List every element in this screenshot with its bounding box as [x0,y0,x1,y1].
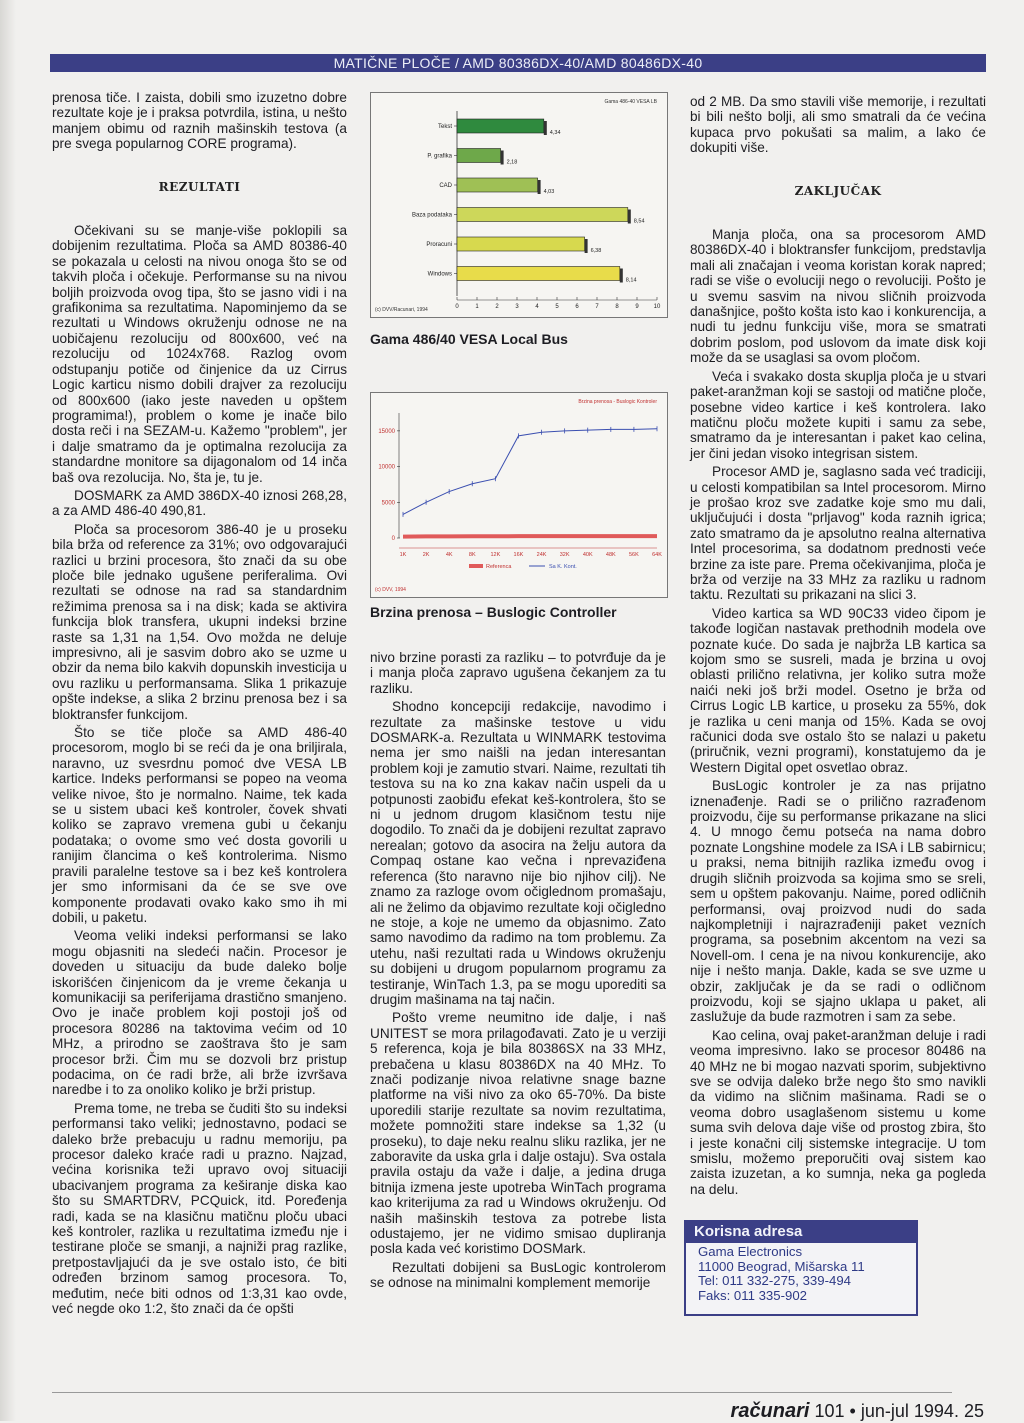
bar [457,178,538,192]
chart-title: Brzina prenosa - Buslogic Kontroler [578,399,657,405]
chart-credit: (c) DVV, 1994 [375,587,406,593]
contact-lines [686,1243,916,1305]
category-label: CAD [439,183,452,189]
y-tick-label: 15000 [378,429,395,435]
x-tick-label: 2 [495,304,499,310]
data-label: 4,34 [550,130,561,136]
bar [457,149,501,163]
y-tick-label: 5000 [382,500,396,506]
bar-shadow [501,151,504,165]
contact-box [684,1220,918,1316]
paragraph: Video kartica sa WD 90C33 video čipom je takođe logičan nastavak prethodnih modela ove poznate kuće. Do sada je najbrža LB kartica sa kojom smo se susreli, mada je brzina u ovoj oblasti prilično relativna, jer koliko sutra može naići neki još brži model. Osetno je brža od Cirrus Logic LB kartice, u proseku za 55%, dok je razlika u ceni manja od 15%. Kada se ovoj računici doda sve ostalo što se nalazi u paketu (priručnik, vezni programi), konstatujemo da je Western Digital opet osvetlao obraz. [690,606,986,775]
contact-phone: Tel: 011 332-275, 339-494 [698,1274,904,1289]
paragraph: od 2 MB. Da smo stavili više memorije, i rezultati bi bili nešto bolji, ali smo smatrali da će većina kupaca prvo pokušati sa malim, a lako će dokupiti više. [690,94,986,156]
bar-shadow [544,121,547,135]
footer-bullet: • [850,1401,856,1421]
bar-shadow [620,269,623,283]
bar-shadow [585,239,588,253]
bar [457,267,620,281]
figure-line-chart [370,392,668,598]
line-chart-svg [371,393,667,597]
x-tick-label: 4 [535,304,539,310]
x-tick-label: 12K [490,552,500,558]
bar [457,237,585,251]
x-tick-label: 32K [560,552,570,558]
x-tick-label: 8 [615,304,619,310]
page-number: 25 [964,1401,984,1421]
issue-date: jun-jul 1994. [861,1401,959,1421]
contact-title: Korisna adresa [686,1222,916,1243]
figure-bar-chart [370,92,668,318]
x-tick-label: 48K [606,552,616,558]
data-label: 4,03 [544,189,555,195]
paragraph: DOSMARK za AMD 386DX-40 iznosi 268,28, a za AMD 486-40 490,81. [52,488,347,519]
x-tick-label: 10 [654,304,661,310]
legend-swatch [469,564,483,568]
x-tick-label: 16K [514,552,524,558]
x-tick-label: 6 [575,304,579,310]
bar-shadow [538,180,541,194]
section-heading-rezultati: REZULTATI [52,180,347,195]
x-tick-label: 56K [629,552,639,558]
magazine-name: računari [731,1400,810,1422]
running-header: MATIČNE PLOČE / AMD 80386DX-40/AMD 80486DX-40 [50,54,986,72]
series-line [403,429,657,515]
x-tick-label: 1 [475,304,479,310]
text-column-2 [370,650,666,1294]
x-tick-label: 24K [537,552,547,558]
contact-address: 11000 Beograd, Mišarska 11 [698,1260,904,1275]
bar-shadow [628,210,631,224]
paragraph: Prema tome, ne treba se čuditi što su indeksi performansi tako veliki; jednostavno, podaci se daleko brže prebacuju u radnu memoriju, pa procesor daleko kraće radi u prazno. Najzad, većina korisnika teži upravo ovoj situaciji ubacivanjem programa za keširanje diska kao što su SMARTDRV, PCQuick, itd. Poređenja radi, kada se na klasičnu matičnu ploču ubaci keš kontroler, razlika u rezultatima između nje i testirane ploče se smanji, a najniži prag razlike, pretpostavljajući da je sve ostalo isto, će biti određen brzinom samog procesora. To, međutim, neće biti odnos od 1:3,31 kao ovde, već negde oko 1:2, što znači da će opšti [52,1101,347,1317]
bar [457,119,544,133]
text-column-1 [52,90,347,1319]
data-label: 6,38 [591,248,602,254]
section-heading-zakljucak: ZAKLJUČAK [690,184,986,199]
x-tick-label: 5 [555,304,559,310]
chart-title: Gama 486-40 VESA LB [604,99,657,105]
paragraph: Veća i svakako dosta skuplja ploča je u stvari paket-aranžman koji se sastoji od matične ploče, posebne video kartice i keš kontrolera. Iako matičnu ploču možete kupiti i samu za sebe, smatramo da je interesantan i paket kao celina, jer čini jedan visoko integrisan sistem. [690,369,986,461]
paragraph: Kao celina, ovaj paket-aranžman deluje i radi veoma impresivno. Iako se procesor 80486 na 40 MHz ne bi mogao nazvati sporim, subjektivno sve se odvija daleko brže nego što smo navikli da vidimo na sličnim mašinama. Radi se o veoma dobro usaglašenom sistemu u kome suma svih delova daje više od prostog zbira, što i jeste konačni cilj sistemske integracije. U tom smislu, možemo preporučiti ovaj sistem kao zaista izuzetan, a ko sumnja, neka ga pogleda na delu. [690,1028,986,1197]
x-tick-label: 40K [583,552,593,558]
footer-rule [52,1392,952,1393]
paragraph: Očekivani su se manje-više poklopili sa dobijenim rezultatima. Ploča sa AMD 80386-40 se pokazala u celosti na nivou onoga što se od takvih ploča i očekuje. Performanse su na nivou boljih proizvoda ovog tipa, što se jasno vidi i na grafikonima sa rezultatima. Napominjemo da se rezultati u Windows okruženju odnose ne na uobičajenu rezoluciju od 800x600, već na rezoluciju od 1024x768. Razlog ovom odstupanju potiče od činjenice da uz Cirrus Logic karticu nismo dobili drajver za rezoluciju od 800x600 (iako jeste naveden u opštem programima!), problem o kome je inače bilo dosta reči i na SEZAM-u. Kažemo "problem", jer i dalje smatramo da je optimalna rezolucija za standardne monitore sa dijagonalom od 14 inča baš ova rezolucija. No, šta je, tu je. [52,223,347,485]
paragraph: Manja ploča, ona sa procesorom AMD 80386DX-40 i bloktransfer funkcijom, predstavlja mali ali značajan i veoma koristan korak napred; radi se više o evoluciji nego o revoluciji. Pošto je u svemu sasvim na nivou sličnih proizvoda današnjice, pošto košta isto kao i konkurencija, a nudi tu jednu funkciju više, mora se smatrati dobrim poslom, pod uslovom da imate disk koji može da se usaglasi sa ovom pločom. [690,227,986,366]
paragraph: Rezultati dobijeni sa BusLogic kontrolerom se odnose na minimalni komplement memorije [370,1260,666,1291]
category-label: Windows [428,272,452,278]
bar [457,208,628,222]
page-footer [731,1400,984,1423]
x-tick-label: 1K [400,552,407,558]
page-spine-shadow [0,0,16,1421]
category-label: Proracuni [426,242,452,248]
contact-company: Gama Electronics [698,1245,904,1260]
data-label: 2,18 [507,160,518,166]
x-tick-label: 4K [446,552,453,558]
y-tick-label: 10000 [378,465,395,471]
paragraph: nivo brzine porasti za razliku – to potvrđuje da je i manja ploča zapravo ugušena čekanjem za tu razliku. [370,650,666,696]
x-tick-label: 3 [515,304,519,310]
issue-number: 101 [814,1401,844,1421]
paragraph: Shodno koncepciji redakcije, navodimo i rezultate za mašinske testove u vidu DOSMARK-a. Rezultata u WINMARK testovima nema jer smo naišli na jedan interesantan problem koji je zamutio stvari. Naime, rezultati tih testova su na ko zna kakav način uspeli da u potpunosti zaobiđu efekat keš-kontrolera, što se ni u jednom drugom klasičnom testu nije dogodilo. To znači da je dobijeni rezultat zapravo nerealan; gotovo da asocira na želju autora da Compaq ostane kao večna i nprevaziđena referenca (što naravno nije bio njihov cilj). Ne znamo za razloge ovom očiglednom promašaju, ali ne želimo da objavimo rezultate koji očigledno ne stoje, a koje ne umemo da objasnimo. Zato samo navodimo da radimo na tom problemu. Za utehu, naši rezultati rada u Windows okruženju su dobijeni u drugom popularnom programu za testiranje, WinTach 1.3, pa se mogu uporediti sa drugim mašinama na taj način. [370,699,666,1007]
paragraph: Veoma veliki indeksi performansi se lako mogu objasniti na sledeći način. Procesor je doveden u situaciju da bude daleko bolje iskorišćen činjenicom da je vreme čekanja u komunikaciji sa periferijama drastično smanjeno. Ovo je inače problem koji postoji još od procesora 80286 na taktovima većim od 10 MHz, a prirodno se zaoštrava što je sam procesor brži. Čim mu se dozvoli brz pristup podacima, on će radi brže, ali brže izvršava naredbe i to za onoliko koliko je brži pristup. [52,928,347,1097]
data-label: 8,54 [634,219,645,225]
x-tick-label: 8K [469,552,476,558]
chart-credit: (c) DVV/Racunari, 1994 [375,307,428,313]
x-tick-label: 2K [423,552,430,558]
category-label: P. grafika [427,154,452,160]
figure-caption: Brzina prenosa – Buslogic Controller [370,604,617,620]
data-label: 8,14 [626,278,637,284]
x-tick-label: 0 [455,304,459,310]
category-label: Baza podataka [412,213,453,219]
y-tick-label: 0 [392,536,396,542]
legend-label: Referenca [486,564,512,570]
x-tick-label: 64K [652,552,662,558]
paragraph: BusLogic kontroler je za nas prijatno iznenađenje. Radi se o prilično razrađenom proizvodu, čije su performanse prikazane na slici 4. U mnogo čemu potseća na nama dobro poznate Longshine modele za ISA i LB sabirnicu; u praksi, nema bitnijih razlika između ovog i drugih sličnih proizvoda sa kojima smo se sreli, sem u opštem pakovanju. Naime, pored odličnih performansi, ovaj proizvod nudi do sada najkompletniji i najrazrađeniji paket vezních programa, sa posebnim akcentom na vezi sa Novell-om. I cena je na nivou konkurencije, ako nije i nešto manja. Dakle, kada se sve uzme u obzir, zaključak je da se radi o odličnom proizvodu, koji se sjajno uklapa u paket, ali zaslužuje da bude razmotren i sam za sebe. [690,778,986,1025]
legend-label: Sa K. Kont. [549,564,577,570]
paragraph: prenosa tiče. I zaista, dobili smo izuzetno dobre rezultate koje je i praksa potvrdila, istina, u nešto manjem obimu od raznih mašinskih testova (a pre svega popularnog CORE programa). [52,90,347,152]
text-column-3 [690,94,986,1200]
paragraph: Pošto vreme neumitno ide dalje, i naš UNITEST se mora prilagođavati. Zato je u verziji 5 referenca, koja je bila 80386SX na 33 MHz, prebačena u klasu 80386DX na 40 MHz. To znači podizanje nivoa relativne snage bazne platforme na viši nivo za oko 65-70%. Da biste uporedili starije rezultate sa novim rezultatima, možete pomnožiti stare indekse sa 1,32 (u proseku), to daje neku realnu sliku razlika, jer ne zaboravite da uska grla i dalje ostaju). Sva ostala pravila ostaju da važe i dalje, a jedina druga bitnija izmena jeste upotreba WinTach programa kao kriterijuma za rad u Windows okruženju. Od naših mašinskih testova za potrebe lista odustajemo, jer ne vidimo smisao dupliranja posla kada već koristimo DOSMark. [370,1010,666,1257]
contact-fax: Faks: 011 335-902 [698,1289,904,1304]
paragraph: Ploča sa procesorom 386-40 je u proseku bila brža od reference za 31%; ovo odgovarajući razlici u brzini procesora, što znači da su obe ploče bile jednako ugušene periferalima. Ovi rezultati se odnose na rad sa standardnim režimima prenosa sa i na disk; kada se aktivira funkcija blok transfera, ukupni indeksi brzine raste sa 1,31 na 1,54. Ovo možda ne deluje impresivno, ali je sasvim dobro ako se uzme u obzir da nema bilo kakvih dopunskih investicija u ovu razliku u performansama. Slika 1 prikazuje opšte indekse, a slika 2 brzinu prenosa bez i sa bloktransfer funkcijom. [52,522,347,722]
paragraph: Što se tiče ploče sa AMD 486-40 procesorom, moglo bi se reći da je ona briljirala, naravno, uz svesrdnu pomoć dve VESA LB kartice. Indeks performansi se popeo na veoma velike nivoe, što je normalno. Naime, tek kada se u sistem ubaci keš kontroler, čovek shvati koliko se zapravo vremena gubi u čekanju podataka; o ovome smo već dosta govorili u ranijim člancima o keš kontrolerima. Nismo pravili paralelne testove sa i bez keš kontrolera jer smo informisani da će se sve ove komponente prodavati ovako kako smo ih mi dobili, u paketu. [52,725,347,925]
figure-caption: Gama 486/40 VESA Local Bus [370,331,568,347]
paragraph: Procesor AMD je, saglasno sada već tradiciji, u celosti kompatibilan sa Intel procesorom. Mirno je prošao kroz sve zadatke koje smo mu dali, uključujući i dosta "prljavog" koda raznih igrica; zato smatramo da je apsolutno realna alternativa Intel procesorima, sa dodatnom prednosti veće brzine za iste pare. Prema očekivanjima, ploča je brža od verzije na 33 MHz za razliku u radnom taktu. Rezultati su prikazani na slici 3. [690,464,986,603]
bar-chart-svg [371,93,667,317]
category-label: Tekst [438,124,452,130]
x-tick-label: 9 [635,304,639,310]
x-tick-label: 7 [595,304,599,310]
